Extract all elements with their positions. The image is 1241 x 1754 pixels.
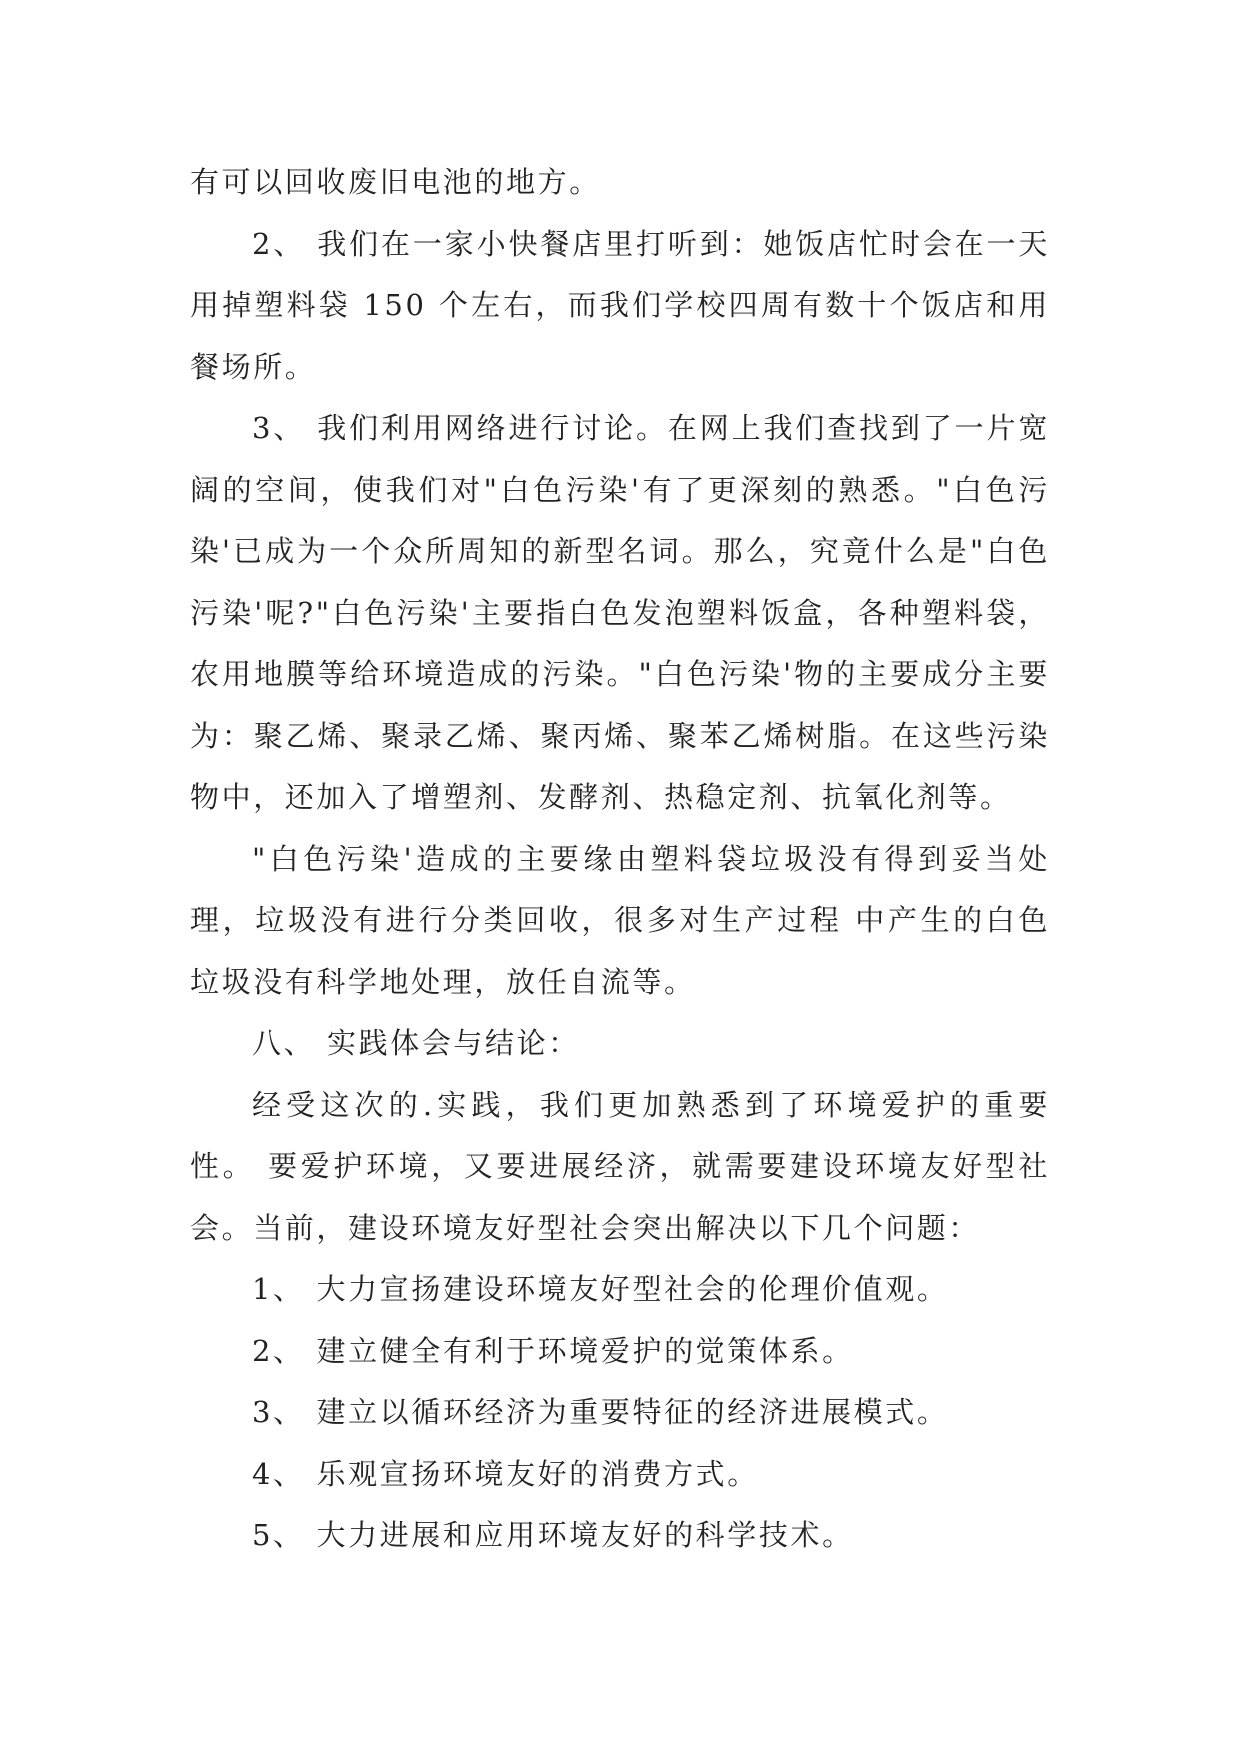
section-heading-8: 八、 实践体会与结论： — [252, 1026, 580, 1060]
list-item-4: 4、 乐观宣扬环境友好的消费方式。 — [252, 1456, 759, 1491]
list-item-2: 2、 建立健全有利于环境爱护的觉策体系。 — [252, 1333, 854, 1368]
paragraph-item-3: 3、 我们利用网络进行讨论。在网上我们查找到了一片宽阔的空间，使我们对"白色污染'有了更深刻的熟悉。"白色污染'已成为一个众所周知的新型名词。那么，究竟什么是"白色污染'呢?"白色污染'主要指白色发泡塑料饭盒，各种塑料袋，农用地膜等给环境造成的污染。"白色污染'物的主要成分主要为：聚乙烯、聚录乙烯、聚丙烯、聚苯乙烯树脂。在这些污染物中，还加入了增塑剂、发酵剂、热稳定剂、抗氧化剂等。 — [190, 411, 1050, 814]
document-body — [190, 152, 1050, 1567]
list-item-5: 5、 大力进展和应用环境友好的科学技术。 — [252, 1518, 854, 1552]
paragraph-item-2: 2、 我们在一家小快餐店里打听到：她饭店忙时会在一天用掉塑料袋 150 个左右，而我们学校四周有数十个饭店和用餐场所。 — [190, 226, 1050, 384]
paragraph-continuation: 有可以回收废旧电池的地方。 — [190, 165, 601, 199]
list-item-3: 3、 建立以循环经济为重要特征的经济进展模式。 — [252, 1395, 949, 1429]
list-item-1: 1、 大力宣扬建设环境友好型社会的伦理价值观。 — [252, 1272, 949, 1306]
paragraph-conclusion: 经受这次的.实践，我们更加熟悉到了环境爱护的重要性。 要爱护环境，又要进展经济，就需要建设环境友好型社会。当前，建设环境友好型社会突出解决以下几个问题： — [190, 1087, 1050, 1245]
paragraph-white-pollution-causes: "白色污染'造成的主要缘由塑料袋垃圾没有得到妥当处理，垃圾没有进行分类回收，很多对生产过程 中产生的白色垃圾没有科学地处理，放任自流等。 — [190, 841, 1050, 999]
